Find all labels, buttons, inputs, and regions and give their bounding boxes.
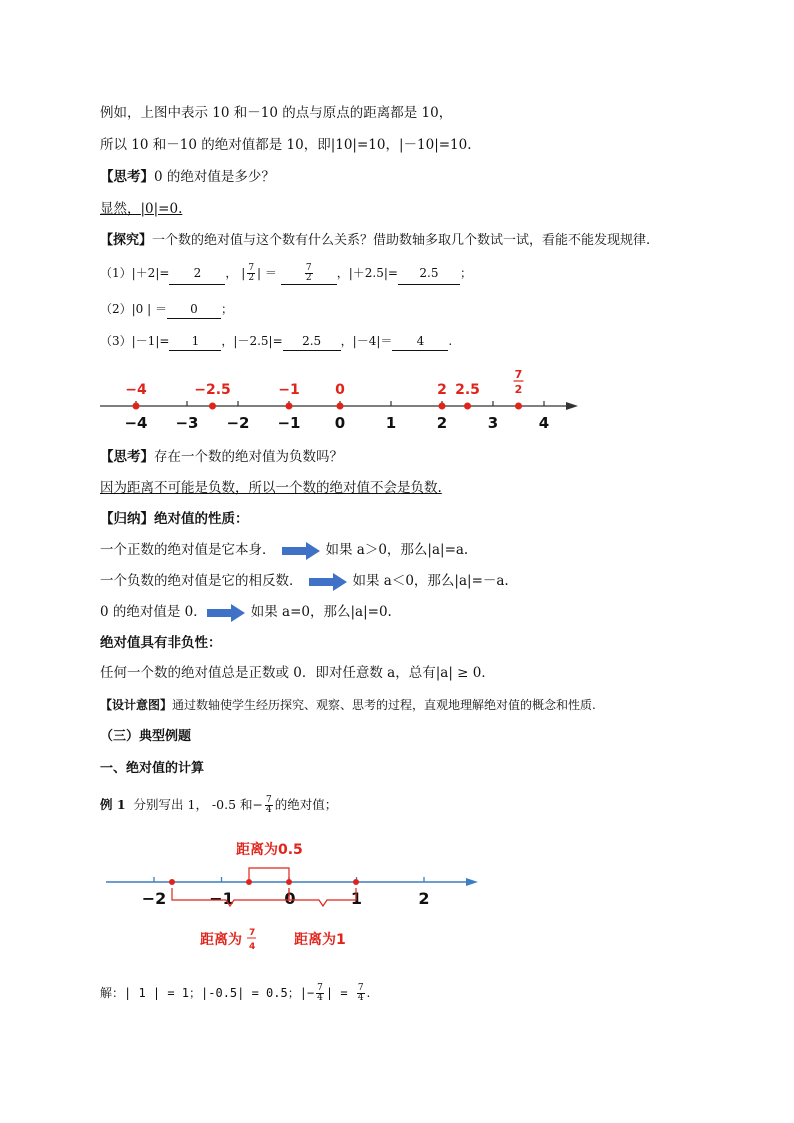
frac-numerator: 7 xyxy=(305,263,312,273)
solution-end: . xyxy=(366,986,371,1000)
paragraph-example: 例如，上图中表示 10 和－10 的点与原点的距离都是 10， xyxy=(100,105,453,121)
rule-zero-math: 如果 a=0，那么|a|=0. xyxy=(250,604,392,620)
label-frac-numerator: 7 xyxy=(249,928,256,938)
think-tag-2: 【思考】 xyxy=(100,449,154,465)
point-marker xyxy=(209,403,216,410)
label-distance-half: 距离为0.5 xyxy=(236,842,303,858)
think-question-2-text: 存在一个数的绝对值为负数吗？ xyxy=(154,449,343,465)
solution xyxy=(100,982,370,1004)
tick-label: −2 xyxy=(141,889,167,908)
point-zero xyxy=(286,879,292,885)
abs-bar-right: | ＝ xyxy=(257,266,277,280)
summary-title: 绝对值的性质： xyxy=(154,511,249,527)
point-label: 2 xyxy=(437,382,447,398)
tick-label: 2 xyxy=(418,889,430,908)
explore-line xyxy=(100,232,650,250)
exercise-3 xyxy=(100,332,452,351)
rule-positive xyxy=(100,540,468,560)
frac-numerator: 7 xyxy=(248,263,255,273)
exercise-1-end: ； xyxy=(459,266,472,280)
tick-label: 0 xyxy=(284,889,296,908)
exercise-1-answer-3: 2.5 xyxy=(398,262,460,285)
point-label: −1 xyxy=(278,382,300,398)
think-question-2 xyxy=(100,448,343,466)
point-marker xyxy=(286,403,293,410)
design-intent xyxy=(100,696,596,714)
rule-negative xyxy=(100,571,509,591)
exercise-1-sep: ， xyxy=(225,266,238,280)
example-text: 分别写出 1， -0.5 和− xyxy=(133,797,263,812)
example-end: 的绝对值； xyxy=(274,797,338,812)
frac-denominator: 4 xyxy=(265,805,272,815)
point-label-numerator: 7 xyxy=(514,368,523,381)
frac-numerator: 7 xyxy=(265,795,272,805)
frac-denominator: 4 xyxy=(317,993,323,1003)
summary-tag: 【归纳】 xyxy=(100,511,154,527)
explore-tag: 【探究】 xyxy=(100,233,153,248)
solution-fraction-1 xyxy=(316,984,324,1003)
solution-lead: 解：| 1 | = 1；|-0.5| = 0.5；|− xyxy=(100,986,315,1000)
exercise-2-end: ； xyxy=(221,302,234,316)
tick-label: 0 xyxy=(334,414,346,432)
design-text: 通过数轴使学生经历探究、观察、思考的过程，直观地理解绝对值的概念和性质. xyxy=(172,698,596,712)
think-question-1 xyxy=(100,168,275,186)
solution-fraction-2 xyxy=(357,984,365,1003)
point-neg-half xyxy=(246,879,252,885)
axis-arrow-icon xyxy=(566,402,578,410)
abs-bar-left: | xyxy=(241,266,246,280)
point-label: −4 xyxy=(125,382,147,398)
tick-label: 4 xyxy=(538,414,550,432)
example-fraction xyxy=(265,796,273,815)
exercise-1-answer-1: 2 xyxy=(169,262,225,285)
tick-label: 3 xyxy=(487,414,499,432)
number-line-1 xyxy=(90,362,590,434)
brace-right xyxy=(289,888,356,906)
exercise-3-sep-2: ，|－4|＝ xyxy=(340,334,393,348)
paragraph-conclusion: 所以 10 和－10 的绝对值都是 10，即|10|=10，|－10|=10. xyxy=(100,137,472,153)
rule-zero-text: 0 的绝对值是 0． xyxy=(100,604,207,620)
rule-negative-math: 如果 a＜0，那么|a|=－a. xyxy=(352,573,509,589)
think-question-text: 0 的绝对值是多少？ xyxy=(154,169,275,185)
think-answer-1: 显然，|0|=0. xyxy=(100,201,183,217)
tick-label: −4 xyxy=(124,414,148,432)
tick-label: −2 xyxy=(226,414,250,432)
tick-label: 1 xyxy=(350,889,363,908)
fraction-seven-halves xyxy=(247,264,255,283)
right-arrow-icon xyxy=(282,542,320,560)
point-marker xyxy=(133,403,140,410)
example-tag: 例 1 xyxy=(100,797,126,812)
number-line-2 xyxy=(96,832,496,962)
point-one xyxy=(353,879,359,885)
exercise-3-sep: ，|－2.5|= xyxy=(221,334,283,348)
tick-label: 2 xyxy=(436,414,448,432)
axis-arrow-icon xyxy=(466,878,478,886)
exercise-1-lead: （1）|＋2|= xyxy=(100,266,170,280)
tick-label: −3 xyxy=(175,414,199,432)
think-answer-2: 因为距离不可能是负数，所以一个数的绝对值不会是负数. xyxy=(100,480,442,496)
point-marker xyxy=(439,403,446,410)
point-label-denominator: 2 xyxy=(514,383,523,396)
nonneg-title: 绝对值具有非负性： xyxy=(100,635,222,651)
exercise-3-answer-3: 4 xyxy=(392,332,448,351)
rule-negative-text: 一个负数的绝对值是它的相反数． xyxy=(100,573,303,589)
point-label: 2.5 xyxy=(455,382,480,398)
example-1 xyxy=(100,794,337,816)
point-neg-seven-fourths xyxy=(169,879,175,885)
right-arrow-icon xyxy=(309,573,347,591)
exercise-2-answer: 0 xyxy=(167,300,221,319)
think-tag: 【思考】 xyxy=(100,169,154,185)
label-distance-one: 距离为1 xyxy=(294,932,346,948)
frac-denominator: 2 xyxy=(248,273,255,283)
frac-denominator: 4 xyxy=(357,993,364,1003)
exercise-1-sep-2: ，|＋2.5|= xyxy=(336,266,398,280)
explore-text: 一个数的绝对值与这个数有什么关系？借助数轴多取几个数试一试，看能不能发现规律. xyxy=(152,233,651,248)
exercise-2-lead: （2）|0 | ＝ xyxy=(100,302,167,316)
summary-heading xyxy=(100,510,249,528)
point-marker xyxy=(515,403,522,410)
section-heading: （三）典型例题 xyxy=(100,729,192,744)
frac-numerator: 7 xyxy=(357,983,364,993)
tick-label: 1 xyxy=(385,414,397,432)
rule-zero xyxy=(100,602,392,622)
point-label: 0 xyxy=(335,382,345,398)
subsection-heading: 一、绝对值的计算 xyxy=(100,761,205,776)
point-marker xyxy=(337,403,344,410)
brace-top xyxy=(249,868,289,882)
exercise-2 xyxy=(100,300,233,319)
rule-positive-math: 如果 a＞0，那么|a|=a. xyxy=(325,542,469,558)
exercise-3-lead: （3）|－1|= xyxy=(100,334,170,348)
rule-positive-text: 一个正数的绝对值是它本身． xyxy=(100,542,276,558)
point-label: −2.5 xyxy=(194,382,231,398)
exercise-3-answer-1: 1 xyxy=(169,332,221,351)
frac-numerator: 7 xyxy=(317,983,323,993)
right-arrow-icon xyxy=(207,604,245,622)
exercise-3-answer-2: 2.5 xyxy=(283,332,341,351)
solution-mid: | = xyxy=(325,986,355,1000)
tick-label: −1 xyxy=(277,414,301,432)
tick-label: −1 xyxy=(209,889,234,908)
label-distance-seven-fourths: 距离为 xyxy=(200,932,242,948)
exercise-1-answer-2 xyxy=(281,262,337,285)
answer-fraction xyxy=(305,264,313,283)
exercise-3-end: . xyxy=(448,334,453,348)
nonneg-text: 任何一个数的绝对值总是正数或 0．即对任意数 a，总有|a| ≥ 0． xyxy=(100,665,495,681)
point-marker xyxy=(464,403,471,410)
exercise-1 xyxy=(100,262,472,285)
design-tag: 【设计意图】 xyxy=(100,698,173,712)
label-frac-denominator: 4 xyxy=(249,942,256,952)
frac-denominator: 2 xyxy=(305,273,312,283)
